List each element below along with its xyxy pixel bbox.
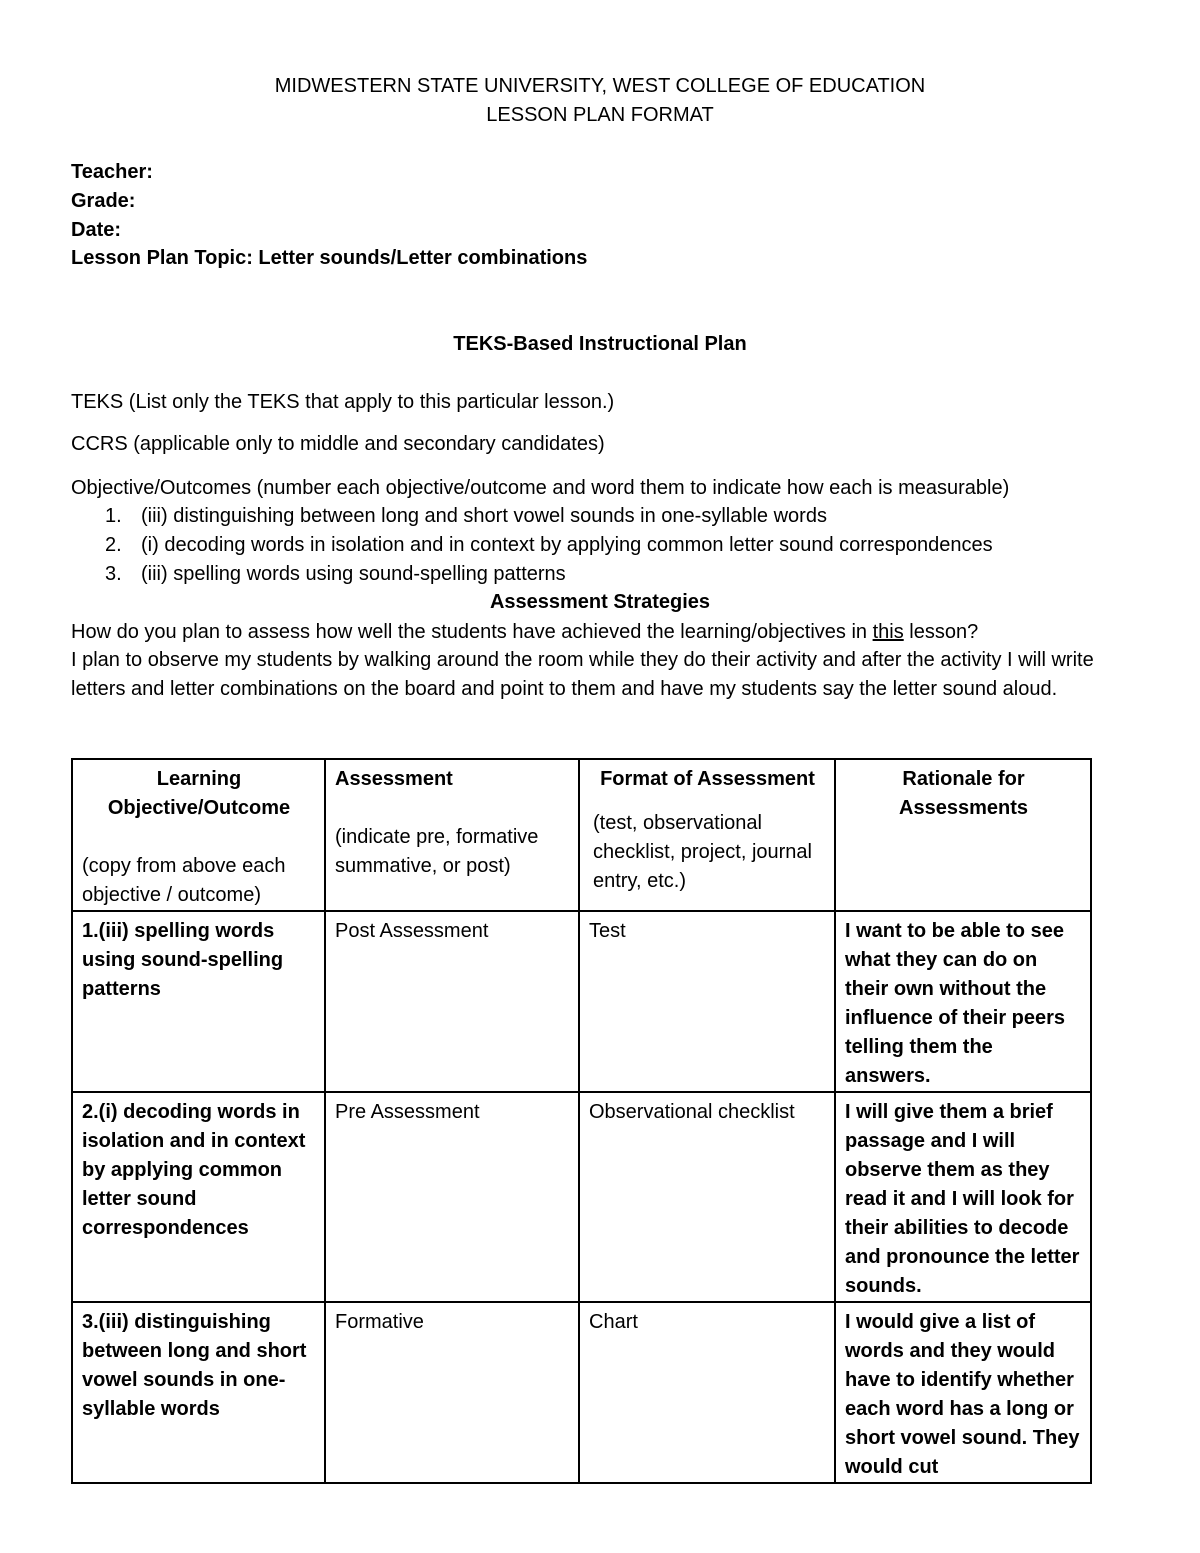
- header-objective-note: (copy from above each objective / outcome): [82, 855, 286, 906]
- list-item-text: (i) decoding words in isolation and in context by applying common letter sound correspondences: [141, 534, 993, 556]
- cell-objective: 2.(i) decoding words in isolation and in context by applying common letter sound correspondences: [72, 1092, 325, 1302]
- header-rationale-title: Rationale for Assessments: [899, 768, 1028, 819]
- cell-format: Test: [579, 911, 835, 1092]
- cell-format: Chart: [579, 1302, 835, 1483]
- format-header: LESSON PLAN FORMAT: [486, 104, 714, 126]
- list-item: [71, 502, 993, 531]
- cell-format: Observational checklist: [579, 1092, 835, 1302]
- assessment-table: [71, 758, 1092, 1484]
- header-format-title: Format of Assessment: [600, 768, 815, 790]
- header-assessment-note: (indicate pre, formative summative, or post): [335, 826, 539, 877]
- objectives-list: [71, 502, 993, 589]
- assessment-question: [71, 618, 1131, 647]
- table-row: [72, 1092, 1091, 1302]
- cell-assessment: Post Assessment: [325, 911, 579, 1092]
- list-item-text: (iii) distinguishing between long and short vowel sounds in one-syllable words: [141, 505, 827, 527]
- assessment-answer: I plan to observe my students by walking around the room while they do their activity and after the activity I will write letters and letter combinations on the board and point to them and have my students say the letter sound aloud.: [71, 649, 1094, 700]
- header-assessment-title: Assessment: [335, 768, 453, 790]
- header-format-note: (test, observational checklist, project, journal entry, etc.): [593, 812, 812, 892]
- table-row: [72, 911, 1091, 1092]
- cell-assessment: Pre Assessment: [325, 1092, 579, 1302]
- grade-field: Grade:: [71, 190, 136, 212]
- list-item: [71, 560, 993, 589]
- teks-line: TEKS (List only the TEKS that apply to this particular lesson.): [71, 391, 615, 413]
- cell-assessment: Formative: [325, 1302, 579, 1483]
- cell-objective: 1.(iii) spelling words using sound-spelling patterns: [72, 911, 325, 1092]
- list-item-number: 1.: [105, 505, 122, 527]
- list-item-number: 3.: [105, 563, 122, 585]
- cell-rationale: I want to be able to see what they can do on their own without the influence of their peers telling them the answers.: [835, 911, 1091, 1092]
- header-cell-format: [579, 759, 835, 911]
- list-item-number: 2.: [105, 534, 122, 556]
- table-row: [72, 1302, 1091, 1483]
- objectives-heading: Objective/Outcomes (number each objective/outcome and word them to indicate how each is measurable): [71, 477, 1010, 499]
- table-header-row: [72, 759, 1091, 911]
- university-header: MIDWESTERN STATE UNIVERSITY, WEST COLLEGE OF EDUCATION: [274, 75, 926, 97]
- header-cell-assessment: [325, 759, 579, 911]
- cell-rationale: I will give them a brief passage and I will observe them as they read it and I will look for their abilities to decode and pronounce the letter sounds.: [835, 1092, 1091, 1302]
- list-item: [71, 531, 993, 560]
- assessment-title: Assessment Strategies: [489, 591, 711, 613]
- header-cell-rationale: [835, 759, 1091, 911]
- cell-objective: 3.(iii) distinguishing between long and short vowel sounds in one-syllable words: [72, 1302, 325, 1483]
- plan-title: TEKS-Based Instructional Plan: [453, 333, 747, 355]
- cell-rationale: I would give a list of words and they would have to identify whether each word has a long or short vowel sound. They would cut: [835, 1302, 1091, 1483]
- list-item-text: (iii) spelling words using sound-spelling patterns: [141, 563, 566, 585]
- spacer: [335, 794, 570, 823]
- spacer: [82, 823, 316, 852]
- assessment-question-underlined: this: [872, 621, 904, 643]
- teacher-field: Teacher:: [71, 161, 153, 183]
- header-cell-objective: [72, 759, 325, 911]
- spacer: [589, 794, 826, 809]
- assessment-question-pre: How do you plan to assess how well the students have achieved the learning/objectives in: [71, 621, 873, 643]
- header-objective-title: Learning Objective/Outcome: [107, 768, 291, 819]
- topic-field: Lesson Plan Topic: Letter sounds/Letter combinations: [71, 247, 588, 269]
- assessment-question-post: lesson?: [903, 621, 979, 643]
- date-field: Date:: [71, 219, 122, 241]
- ccrs-line: CCRS (applicable only to middle and secondary candidates): [71, 433, 605, 455]
